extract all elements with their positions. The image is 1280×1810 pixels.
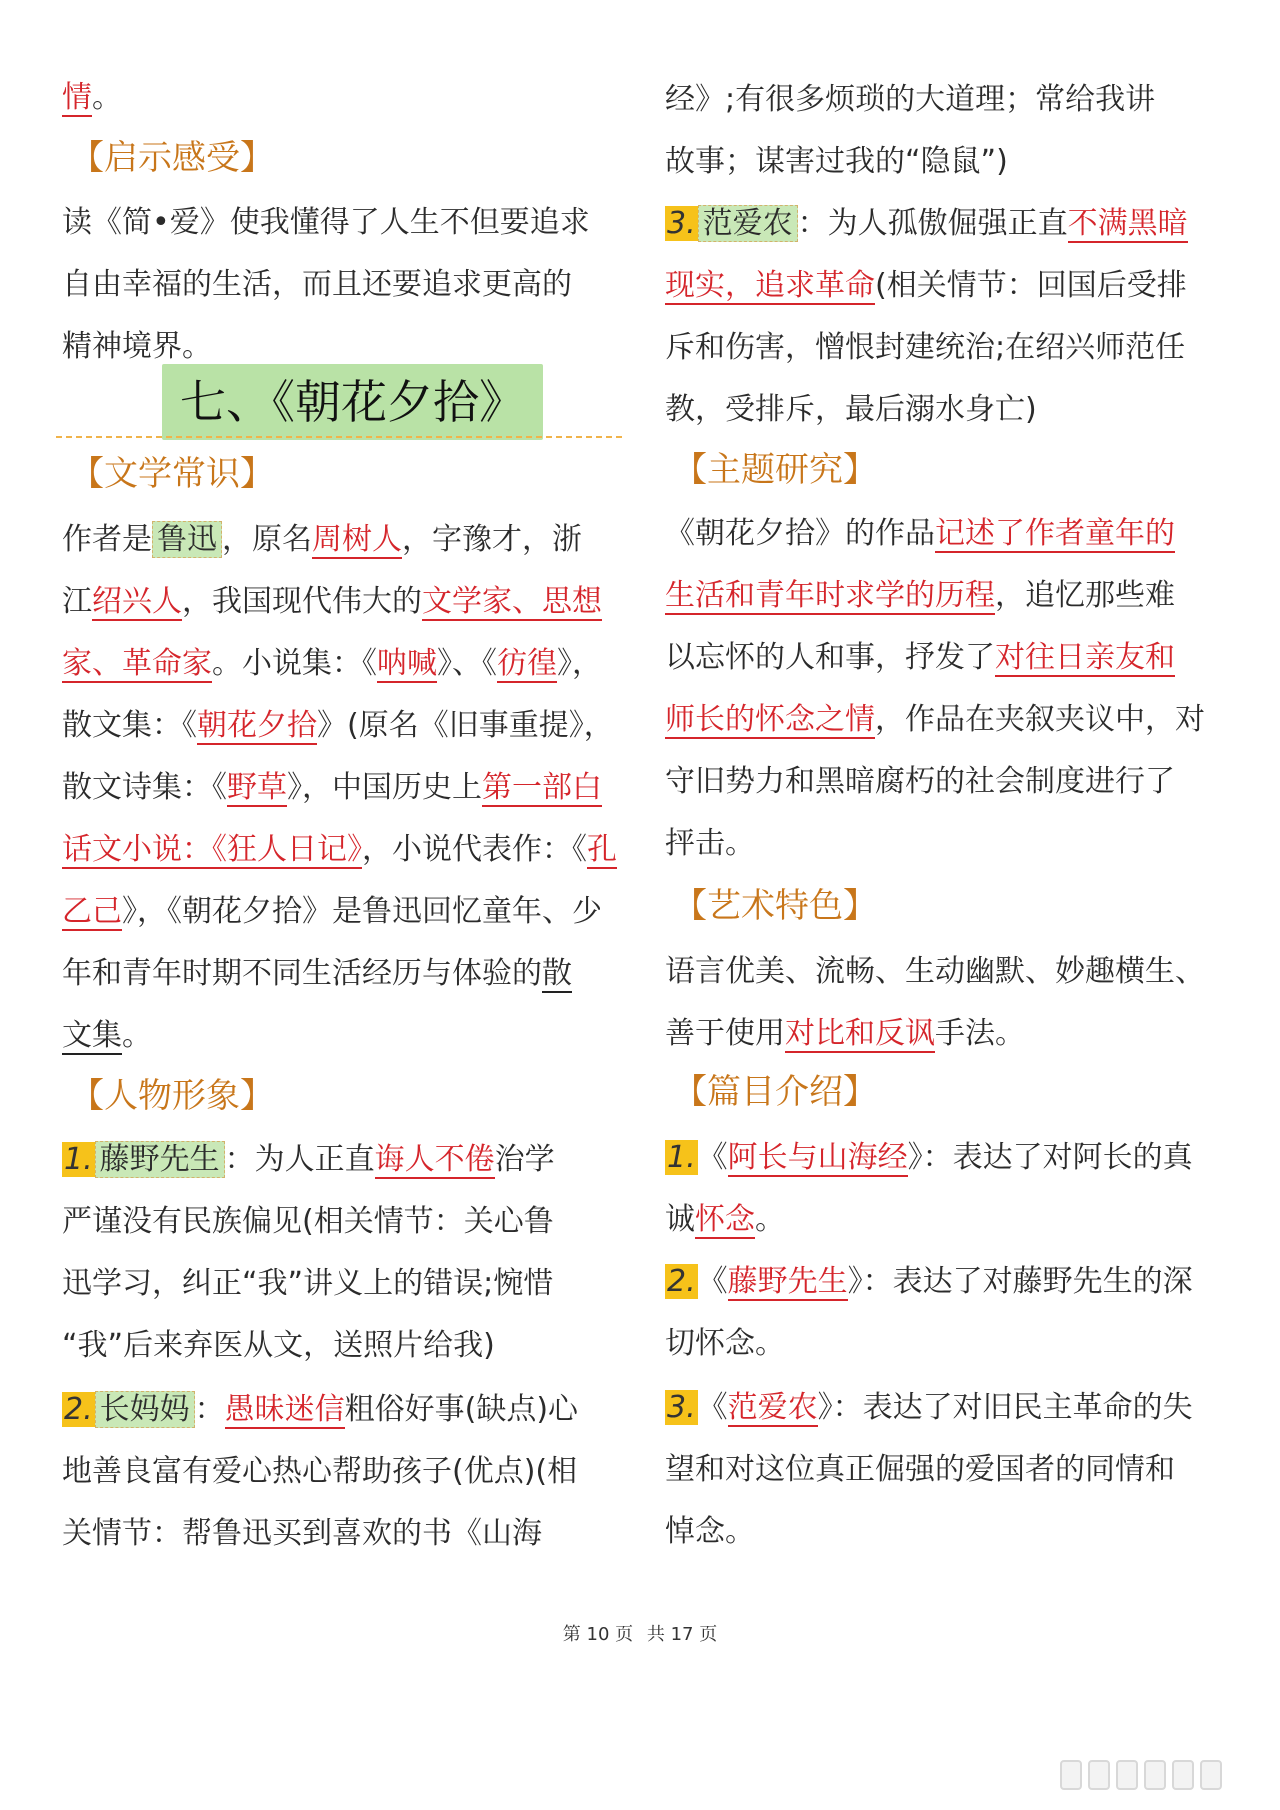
text-line: 家、革命家。小说集：《呐喊》、《彷徨》， [62, 646, 602, 681]
heading-pianmu: 【篇目介绍】 [673, 1072, 877, 1112]
character-item: 3. 范爱农 ：为人孤傲倔强正直不满黑暗 [667, 206, 1188, 241]
text-line: 乙己》，《朝花夕拾》是鲁迅回忆童年、少 [62, 894, 602, 929]
text-line: 经》;有很多烦琐的大道理；常给我讲 [665, 82, 1156, 117]
text-line: 散文诗集：《野草》，中国历史上第一部白 [62, 770, 602, 805]
text-line: 师长的怀念之情，作品在夹叙夹议中，对 [665, 702, 1205, 737]
heading-yishu: 【艺术特色】 [673, 886, 877, 926]
text-line: 望和对这位真正倔强的爱国者的同情和 [665, 1452, 1175, 1487]
chapter-item: 3.《范爱农》：表达了对旧民主革命的失 [667, 1390, 1193, 1425]
text-line: 作者是 鲁迅 ，原名周树人，字豫才，浙 [62, 522, 582, 557]
text-line: 故事；谋害过我的“隐鼠”) [665, 144, 1008, 179]
text-line: 地善良富有爱心热心帮助孩子(优点)(相 [62, 1454, 578, 1489]
text-line: 教，受排斥，最后溺水身亡) [665, 392, 1037, 427]
heading-renwu: 【人物形象】 [70, 1076, 274, 1116]
text-line: 悼念。 [665, 1514, 755, 1549]
text-line: 斥和伤害，憎恨封建统治;在绍兴师范任 [665, 330, 1186, 365]
page-total: 共 17 页 [646, 1624, 718, 1645]
heading-zhuti: 【主题研究】 [673, 450, 877, 490]
chapter-item: 1.《阿长与山海经》：表达了对阿长的真 [667, 1140, 1193, 1175]
text-line: 散文集：《朝花夕拾》(原名《旧事重提》， [62, 708, 614, 743]
divider [56, 436, 622, 438]
text-line: 文集。 [62, 1018, 152, 1053]
page-number: 第 10 页 [562, 1624, 634, 1645]
heading-wenxue: 【文学常识】 [70, 454, 274, 494]
text-line: 《朝花夕拾》的作品记述了作者童年的 [665, 516, 1175, 551]
text-line: 年和青年时期不同生活经历与体验的散 [62, 956, 572, 991]
character-item: 2. 长妈妈 ：愚昧迷信粗俗好事(缺点)心 [64, 1392, 579, 1427]
text-line: 话文小说：《狂人日记》，小说代表作：《孔 [62, 832, 617, 867]
section-title: 七、《朝花夕拾》 [162, 364, 543, 440]
chapter-item: 2.《藤野先生》：表达了对藤野先生的深 [667, 1264, 1193, 1299]
text-line: 善于使用对比和反讽手法。 [665, 1016, 1025, 1051]
text-line: 精神境界。 [62, 329, 212, 364]
text-line: “我”后来弃医从文，送照片给我) [62, 1328, 495, 1363]
text-line: 语言优美、流畅、生动幽默、妙趣横生、 [665, 954, 1205, 989]
text-line: 严谨没有民族偏见(相关情节：关心鲁 [62, 1204, 554, 1239]
text-line: 情。 [62, 80, 122, 115]
page-footer [0, 1620, 1280, 1646]
text-line: 迅学习，纠正“我”讲义上的错误;惋惜 [62, 1266, 554, 1301]
text-line: 江绍兴人，我国现代伟大的文学家、思想 [62, 584, 602, 619]
text-line: 生活和青年时求学的历程，追忆那些难 [665, 578, 1175, 613]
text-line: 以忘怀的人和事，抒发了对往日亲友和 [665, 640, 1175, 675]
text-line: 关情节：帮鲁迅买到喜欢的书《山海 [62, 1516, 542, 1551]
text-line: 切怀念。 [665, 1326, 785, 1361]
heading-qishi: 【启示感受】 [70, 138, 274, 178]
text-line: 自由幸福的生活，而且还要追求更高的 [62, 267, 572, 302]
watermark-icon [1060, 1760, 1260, 1790]
text-line: 抨击。 [665, 826, 755, 861]
text-line: 诚怀念。 [665, 1202, 785, 1237]
text-line: 现实，追求革命(相关情节：回国后受排 [665, 268, 1187, 303]
character-item: 1. 藤野先生 ：为人正直诲人不倦治学 [64, 1142, 555, 1177]
text-line: 守旧势力和黑暗腐朽的社会制度进行了 [665, 764, 1175, 799]
text-line: 读《简•爱》使我懂得了人生不但要追求 [62, 205, 590, 240]
